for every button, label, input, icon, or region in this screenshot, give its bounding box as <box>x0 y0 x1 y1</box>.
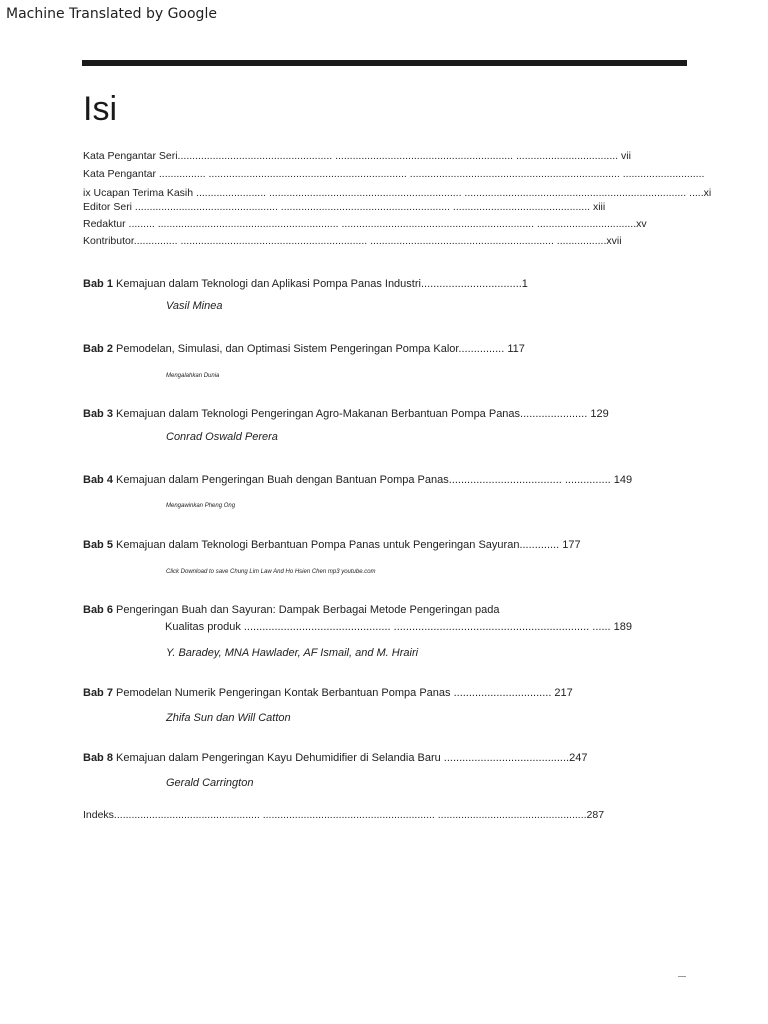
chapter-author: Conrad Oswald Perera <box>166 431 278 443</box>
chapter-title: Kemajuan dalam Teknologi Pengeringan Agro-Makanan Berbantuan Pompa Panas...................... 129 <box>116 408 609 420</box>
toc-chapter-line <box>83 752 587 764</box>
chapter-author: Gerald Carrington <box>166 777 254 789</box>
chapter-title: Pemodelan Numerik Pengeringan Kontak Berbantuan Pompa Panas ................................ 217 <box>116 687 573 699</box>
chapter-author: Mengalahkan Dunia <box>166 373 220 379</box>
chapter-label: Bab 2 <box>83 343 113 355</box>
chapter-label: Bab 6 <box>83 604 113 616</box>
toc-chapter-line <box>83 474 632 486</box>
toc-chapter-line <box>83 604 499 616</box>
chapter-label: Bab 5 <box>83 539 113 551</box>
chapter-label: Bab 7 <box>83 687 113 699</box>
chapter-title: Kemajuan dalam Teknologi Berbantuan Pompa Panas untuk Pengeringan Sayuran............. 177 <box>116 539 581 551</box>
chapter-label: Bab 1 <box>83 278 113 290</box>
chapter-author: Click Download to save Chung Lim Law And Ho Hsien Chen mp3 youtube.com <box>166 569 376 575</box>
toc-front-line: ix Ucapan Terima Kasih ........................ .................................................................. ............................................................................ .....xi <box>83 187 712 199</box>
toc-front-line: Editor Seri ................................................. .......................................................... ............................................... xiii <box>83 201 606 213</box>
chapter-author: Vasil Minea <box>166 300 223 312</box>
chapter-title: Pemodelan, Simulasi, dan Optimasi Sistem Pengeringan Pompa Kalor............... 117 <box>116 343 525 355</box>
chapter-label: Bab 8 <box>83 752 113 764</box>
chapter-author: Y. Baradey, MNA Hawlader, AF Ismail, and M. Hrairi <box>166 647 419 659</box>
toc-front-line: Redaktur ......... .............................................................. .................................................................. ..................................xv <box>83 218 647 230</box>
toc-index-line: Indeks.................................................. ........................................................... ...................................................287 <box>83 809 605 821</box>
header-rule <box>82 60 687 66</box>
toc-front-line: Kata Pengantar ................ .................................................................... ........................................................................ ............................ <box>83 168 705 180</box>
toc-chapter-line <box>83 343 525 355</box>
toc-chapter-line <box>83 687 573 699</box>
toc-chapter-line-continued: Kualitas produk ................................................ ................................................................ ...... 189 <box>165 621 633 633</box>
toc-front-line: Kontributor............... ................................................................ ............................................................... .................xvii <box>83 235 622 247</box>
toc-front-line: Kata Pengantar Seri..................................................... ............................................................. ................................... vii <box>83 150 631 162</box>
chapter-title: Kemajuan dalam Teknologi dan Aplikasi Pompa Panas Industri.................................1 <box>116 278 528 290</box>
chapter-title: Kemajuan dalam Pengeringan Buah dengan Bantuan Pompa Panas..................................... ............... 149 <box>116 474 633 486</box>
page-title: Isi <box>83 90 117 128</box>
chapter-label: Bab 3 <box>83 408 113 420</box>
toc-chapter-line <box>83 539 581 551</box>
chapter-author: Mengawinkan Pheng Ong <box>166 503 236 509</box>
translation-banner: Machine Translated by Google <box>6 6 217 22</box>
chapter-title: Kemajuan dalam Pengeringan Kayu Dehumidifier di Selandia Baru .........................................247 <box>116 752 588 764</box>
toc-chapter-line <box>83 408 609 420</box>
chapter-label: Bab 4 <box>83 474 113 486</box>
page-marker <box>678 976 686 977</box>
chapter-title: Pengeringan Buah dan Sayuran: Dampak Berbagai Metode Pengeringan pada <box>116 604 500 616</box>
toc-chapter-line <box>83 278 528 290</box>
chapter-author: Zhifa Sun dan Will Catton <box>166 712 291 724</box>
